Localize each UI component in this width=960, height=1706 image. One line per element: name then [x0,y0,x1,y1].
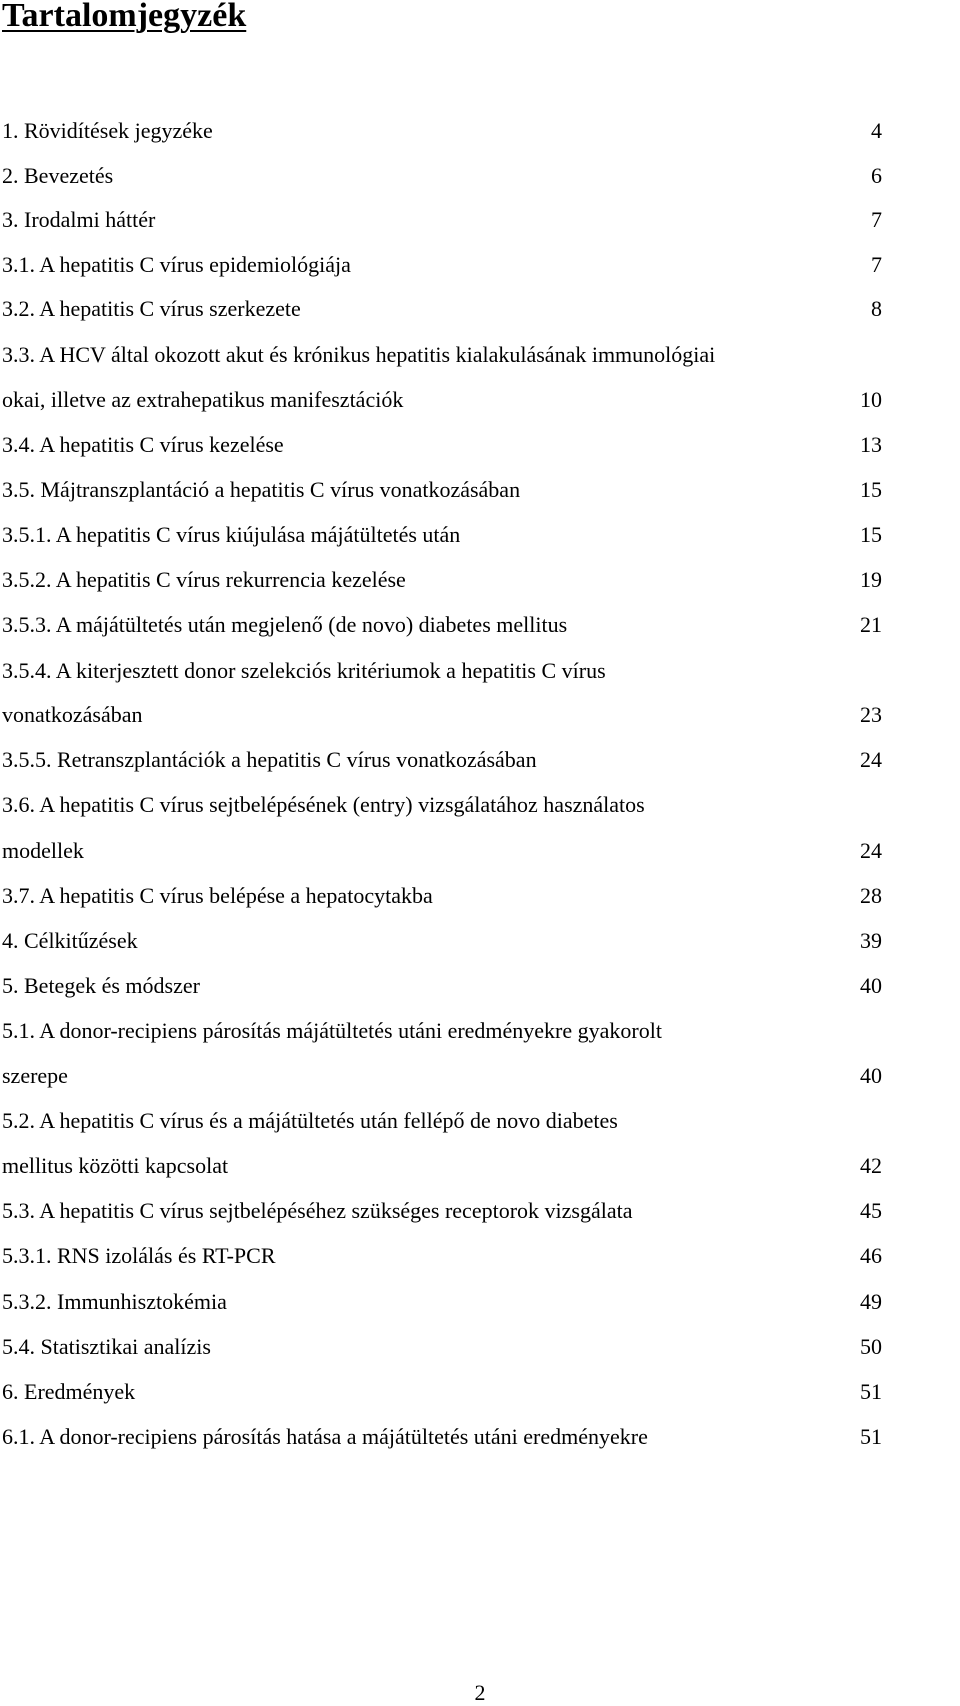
toc-entry-text: modellek [2,838,84,863]
toc-entry-page: 8 [871,296,882,321]
toc-entry [2,1016,882,1046]
toc-entry [2,520,882,550]
toc-entry-text: 3.5.5. Retranszplantációk a hepatitis C vírus vonatkozásában [2,747,537,772]
toc-entry [2,1377,882,1407]
toc-entry [2,610,882,640]
toc-entry-page: 6 [871,163,882,188]
toc-entry-page: 4 [871,118,882,143]
toc-entry-text: 2. Bevezetés [2,163,114,188]
toc-entry [2,1106,882,1136]
toc-entry-page: 15 [860,522,882,547]
toc-entry-page: 13 [860,432,882,457]
toc-entry-page: 24 [860,747,882,772]
toc-entry [2,205,882,235]
toc-entry [2,926,882,956]
toc-entry-page: 10 [860,387,882,412]
page-number: 2 [474,1680,486,1705]
toc-entry-text: 5. Betegek és módszer [2,973,200,998]
toc-entry-text: 3.6. A hepatitis C vírus sejtbelépésének (entry) vizsgálatához használatos [2,792,645,817]
toc-entry [2,1422,882,1452]
toc-entry-page: 7 [871,252,882,277]
toc-entry-text: 4. Célkitűzések [2,928,138,953]
toc-entry-text: 3.5.4. A kiterjesztett donor szelekciós kritériumok a hepatitis C vírus [2,658,606,683]
toc-entry [2,836,882,866]
toc-entry [2,1196,882,1226]
toc-entry-page: 51 [860,1424,882,1449]
toc-entry [2,745,882,775]
toc-entry-text: 1. Rövidítések jegyzéke [2,118,213,143]
toc-entry-text: 3.3. A HCV által okozott akut és krónikus hepatitis kialakulásának immunológiai [2,342,716,367]
toc-entry-page: 49 [860,1289,882,1314]
toc-title: Tartalomjegyzék [2,0,247,34]
toc-entry [2,161,882,191]
toc-entry-page: 15 [860,477,882,502]
toc-entry [2,1241,882,1271]
toc-entry [2,294,882,324]
toc-entry-page: 40 [860,973,882,998]
toc-entry-text: 3.5.2. A hepatitis C vírus rekurrencia kezelése [2,567,406,592]
toc-entry-text: 3.5.3. A májátültetés után megjelenő (de novo) diabetes mellitus [2,612,568,637]
toc-entry-text: 5.2. A hepatitis C vírus és a májátültetés után fellépő de novo diabetes [2,1108,618,1133]
toc-entry [2,971,882,1001]
toc-entry-text: 3.2. A hepatitis C vírus szerkezete [2,296,301,321]
toc-entry-page: 39 [860,928,882,953]
toc-entry-page: 50 [860,1334,882,1359]
toc-entry-text: 3.7. A hepatitis C vírus belépése a hepatocytakba [2,883,433,908]
toc-entry [2,1332,882,1362]
toc-entry-page: 28 [860,883,882,908]
toc-entry [2,340,882,370]
toc-entry [2,430,882,460]
toc-entry-text: 3. Irodalmi háttér [2,207,156,232]
toc-entry-text: mellitus közötti kapcsolat [2,1153,229,1178]
toc-entry-page: 23 [860,702,882,727]
toc-entry-text: 5.1. A donor-recipiens párosítás májátültetés utáni eredményekre gyakorolt [2,1018,662,1043]
toc-entry-text: 3.5. Májtranszplantáció a hepatitis C vírus vonatkozásában [2,477,521,502]
toc-entry-page: 51 [860,1379,882,1404]
toc-entry-text: 5.3. A hepatitis C vírus sejtbelépéséhez szükséges receptorok vizsgálata [2,1198,633,1223]
toc-entry-text: 3.4. A hepatitis C vírus kezelése [2,432,284,457]
toc-entry [2,1061,882,1091]
toc-entry-text: 5.3.1. RNS izolálás és RT-PCR [2,1243,276,1268]
toc-entry-text: 3.1. A hepatitis C vírus epidemiológiája [2,252,351,277]
toc-entry [2,475,882,505]
toc-entry-text: szerepe [2,1063,68,1088]
toc-entry-text: okai, illetve az extrahepatikus manifesztációk [2,387,404,412]
toc-entry-text: 6.1. A donor-recipiens párosítás hatása a májátültetés utáni eredményekre [2,1424,648,1449]
toc-entry-page: 40 [860,1063,882,1088]
toc-entry-page: 45 [860,1198,882,1223]
toc-entry [2,385,882,415]
toc-entry-page: 21 [860,612,882,637]
toc-entry-page: 46 [860,1243,882,1268]
toc-entry-text: vonatkozásában [2,702,143,727]
toc-entry [2,565,882,595]
toc-entry [2,881,882,911]
toc-entry-text: 5.4. Statisztikai analízis [2,1334,211,1359]
toc-entry [2,790,882,820]
toc-entry-page: 42 [860,1153,882,1178]
toc-entry-page: 19 [860,567,882,592]
toc-entry [2,1287,882,1317]
toc-entry-text: 6. Eredmények [2,1379,136,1404]
toc-entry-text: 3.5.1. A hepatitis C vírus kiújulása májátültetés után [2,522,461,547]
toc-entry [2,1151,882,1181]
toc-entry-page: 24 [860,838,882,863]
toc-entry-page: 7 [871,207,882,232]
toc-entry [2,656,882,686]
toc-entry [2,700,882,730]
toc-entry-text: 5.3.2. Immunhisztokémia [2,1289,227,1314]
toc-entry [2,250,882,280]
toc-entry [2,116,882,146]
